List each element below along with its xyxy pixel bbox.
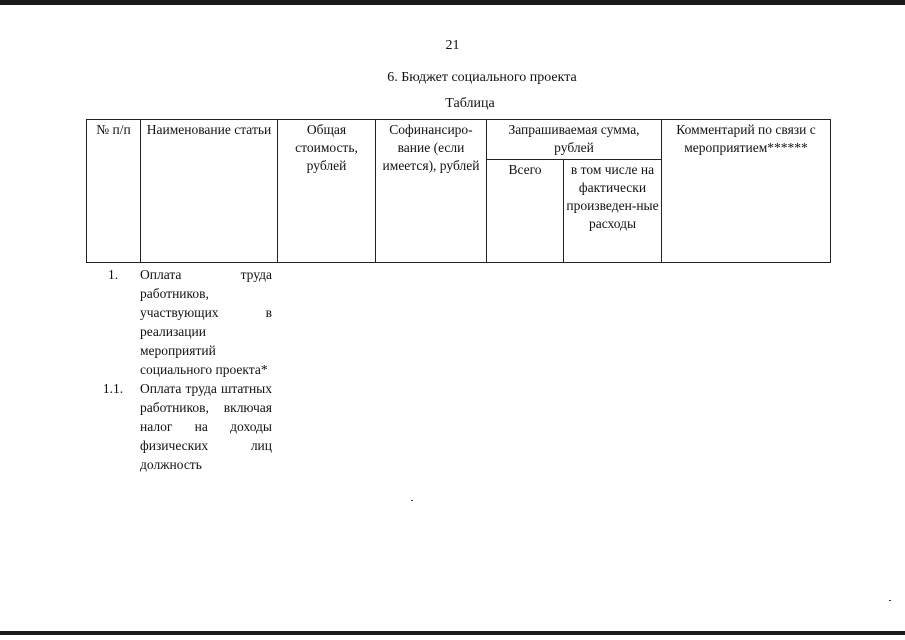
row-item-name: Оплата труда работников, участвующих в реализации мероприятий социального проекта*	[140, 267, 272, 377]
header-num: № п/п	[87, 120, 141, 263]
page-bottom-border	[0, 631, 905, 635]
scan-speck	[411, 500, 413, 501]
header-requested-sum: Запрашиваемая сумма, рублей	[487, 120, 662, 160]
row-item-name: Оплата труда штатных работников, включая налог на доходы физических лиц должность	[140, 381, 272, 472]
page-top-border	[0, 0, 905, 5]
header-requested-total: Всего	[487, 160, 564, 263]
header-comment: Комментарий по связи с мероприятием******	[662, 120, 831, 263]
header-total-cost: Общая стоимость, рублей	[278, 120, 376, 263]
budget-table-header	[86, 119, 831, 263]
section-title: 6. Бюджет социального проекта	[387, 70, 577, 85]
row-number: 1.1.	[102, 381, 124, 396]
table-caption: Таблица	[445, 96, 495, 111]
header-requested-spent: в том числе на фактически произведен-ные расходы	[564, 160, 662, 263]
table-row	[86, 379, 286, 474]
row-number: 1.	[107, 267, 119, 282]
table-row	[86, 265, 286, 379]
page-number: 21	[445, 38, 460, 53]
scan-speck	[889, 600, 891, 601]
header-name: Наименование статьи	[141, 120, 278, 263]
budget-table-rows	[86, 265, 286, 474]
header-cofinancing: Софинансиро-вание (если имеется), рублей	[376, 120, 487, 263]
